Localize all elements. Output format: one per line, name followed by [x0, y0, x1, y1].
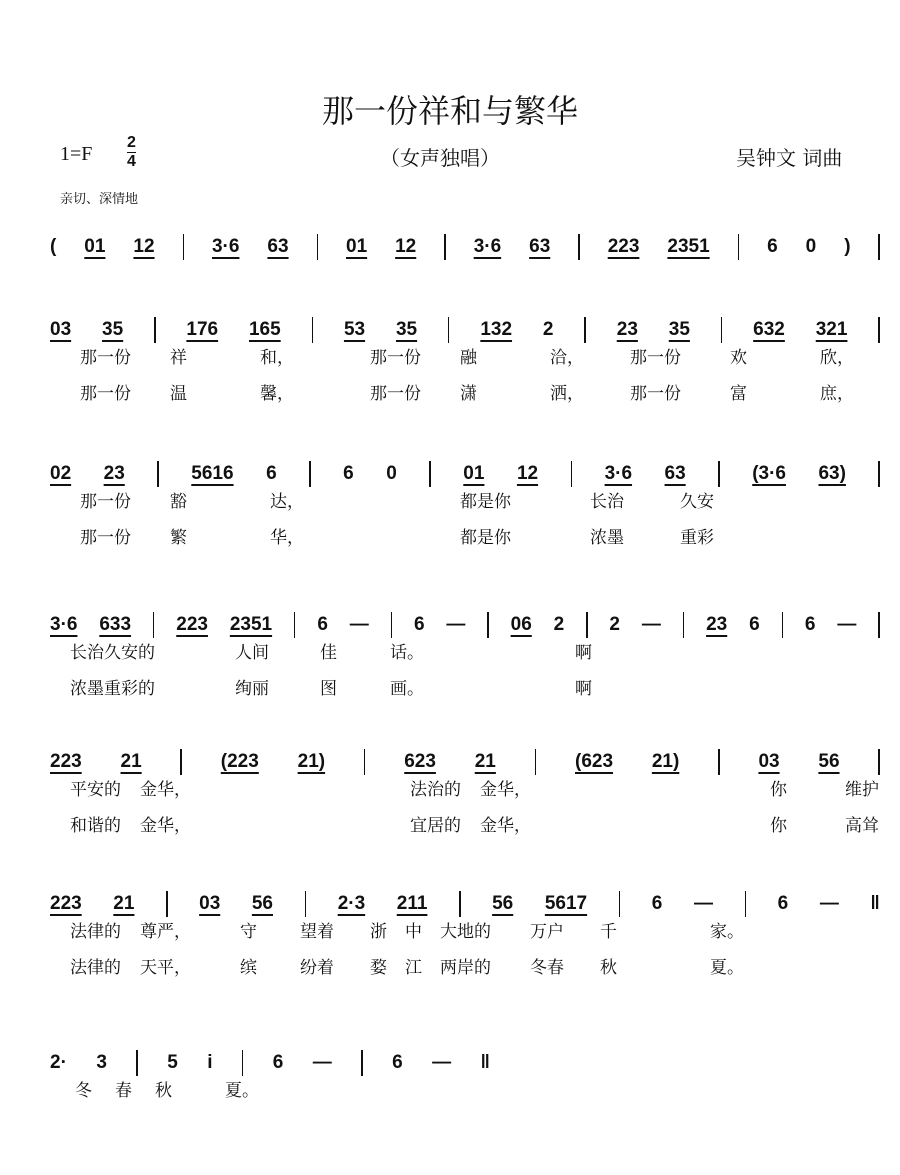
note-group: 12	[395, 236, 417, 257]
lyric-word: 平安的	[70, 779, 121, 800]
note-group: 6	[317, 614, 328, 635]
note-group: 3·6	[211, 236, 240, 257]
lyric-word: 长治	[590, 491, 624, 512]
tempo-marking: 亲切、深情地	[60, 192, 139, 207]
lyric-word: 金华，	[480, 779, 531, 800]
lyric-word: 久安	[680, 491, 714, 512]
note-group: 63	[529, 236, 551, 257]
note-group: 03	[199, 893, 221, 914]
lyric-word: 家。	[710, 921, 744, 942]
barline	[429, 461, 431, 487]
note-group: 12	[133, 236, 155, 257]
note-group: (3·6	[752, 463, 786, 484]
barline	[571, 461, 573, 487]
note-group: 632	[753, 319, 785, 340]
barline	[364, 749, 366, 775]
note-group: 23	[103, 463, 125, 484]
note-group: 56	[492, 893, 514, 914]
lyric-word: 高耸	[845, 815, 879, 836]
lyric-word: 和谐的	[70, 815, 121, 836]
note-group: 03	[50, 319, 72, 340]
note-group: 633	[99, 614, 132, 635]
lyric-word: 人间	[235, 642, 269, 663]
note-group: 23	[706, 614, 728, 635]
note-group: 6	[392, 1052, 403, 1073]
lyric-word: 缤	[240, 957, 257, 978]
barline	[586, 612, 588, 638]
note-group: )	[844, 236, 851, 257]
lyric-word: 江	[405, 957, 422, 978]
note-group: 35	[668, 319, 690, 340]
note-group: 2	[609, 614, 620, 635]
barline	[718, 749, 720, 775]
note-group: 2	[542, 319, 554, 340]
note-group: ‖	[870, 893, 880, 914]
lyric-word: 两岸的	[440, 957, 491, 978]
lyric-word: 欣，	[820, 347, 854, 368]
barline	[738, 234, 740, 260]
note-group: 223	[607, 236, 640, 257]
barline	[309, 461, 311, 487]
barline	[878, 461, 880, 487]
lyric-word: 中	[405, 921, 422, 942]
lyric-word: 那一份	[630, 347, 681, 368]
note-group: 3·6	[473, 236, 502, 257]
note-group: 23	[616, 319, 638, 340]
barline	[361, 1050, 363, 1076]
barline	[782, 612, 784, 638]
note-group: 63	[267, 236, 289, 257]
note-group: 06	[510, 614, 532, 635]
note-group: 5616	[191, 463, 234, 484]
lyric-word: 和，	[260, 347, 294, 368]
note-group: 6	[266, 463, 277, 484]
lyric-word: 法律的	[70, 957, 121, 978]
note-group: 12	[516, 463, 539, 484]
barline	[718, 461, 720, 487]
barline	[136, 1050, 138, 1076]
notation-row	[50, 1050, 490, 1076]
barline	[721, 317, 723, 343]
note-group: 6	[413, 614, 425, 635]
note-group: i	[207, 1052, 213, 1073]
barline	[317, 234, 319, 260]
lyric-word: 华，	[270, 527, 304, 548]
note-group: 2·	[50, 1052, 67, 1073]
barline	[153, 612, 155, 638]
lyric-word: 万户	[530, 921, 564, 942]
notation-row	[50, 612, 880, 638]
lyric-word: 维护	[845, 779, 879, 800]
note-group: —	[349, 614, 369, 635]
barline	[878, 612, 880, 638]
barline	[312, 317, 314, 343]
note-group: 21	[120, 751, 142, 772]
barline	[683, 612, 685, 638]
lyric-word: 洒，	[550, 383, 584, 404]
barline	[391, 612, 393, 638]
note-group: 21)	[297, 751, 326, 772]
lyric-word: 金华，	[480, 815, 531, 836]
note-group: (623	[575, 751, 614, 772]
lyric-word: 浓墨重彩的	[70, 678, 155, 699]
barline	[745, 891, 747, 917]
note-group: 56	[818, 751, 840, 772]
lyric-word: 达，	[270, 491, 304, 512]
note-group: (	[50, 236, 57, 257]
lyric-word: 大地的	[440, 921, 491, 942]
barline	[878, 749, 880, 775]
notation-row	[50, 461, 880, 487]
lyric-word: 都是你	[460, 527, 511, 548]
lyric-word: 绚丽	[235, 678, 269, 699]
lyric-word: 富	[730, 383, 747, 404]
note-group: 21	[474, 751, 496, 772]
note-group: 223	[50, 751, 82, 772]
lyric-word: 画。	[390, 678, 424, 699]
lyric-word: 那一份	[80, 491, 131, 512]
lyric-word: 佳	[320, 642, 337, 663]
barline	[584, 317, 586, 343]
lyric-word: 啊	[575, 678, 592, 699]
note-group: 6	[749, 614, 760, 635]
note-group: —	[432, 1052, 452, 1073]
note-group: (223	[220, 751, 259, 772]
lyric-word: 繁	[170, 527, 187, 548]
note-group: ‖	[480, 1052, 490, 1073]
note-group: 63)	[818, 463, 846, 484]
note-group: —	[693, 893, 713, 914]
lyric-word: 秋	[600, 957, 617, 978]
note-group: 223	[176, 614, 208, 635]
note-group: —	[641, 614, 661, 635]
lyric-word: 那一份	[80, 347, 131, 368]
lyric-word: 夏。	[225, 1080, 259, 1101]
barline	[183, 234, 185, 260]
lyric-word: 那一份	[370, 347, 421, 368]
note-group: 6	[804, 614, 816, 635]
meter-bottom: 4	[127, 153, 136, 170]
note-group: 3·6	[604, 463, 633, 484]
lyric-word: 馨，	[260, 383, 294, 404]
barline	[459, 891, 461, 917]
note-group: 01	[84, 236, 106, 257]
lyric-word: 法治的	[410, 779, 461, 800]
note-group: —	[446, 614, 466, 635]
barline	[878, 234, 880, 260]
barline	[878, 317, 880, 343]
lyric-word: 潇	[460, 383, 477, 404]
lyric-word: 豁	[170, 491, 187, 512]
lyric-word: 那一份	[370, 383, 421, 404]
lyric-word: 欢	[730, 347, 747, 368]
notation-row	[50, 749, 880, 775]
lyric-word: 望着	[300, 921, 334, 942]
note-group: 5617	[544, 893, 588, 914]
note-group: —	[837, 614, 857, 635]
lyric-word: 话。	[390, 642, 424, 663]
lyric-word: 婺	[370, 957, 387, 978]
note-group: 2·3	[337, 893, 366, 914]
lyric-word: 金华，	[140, 779, 191, 800]
lyric-word: 图	[320, 678, 337, 699]
barline	[535, 749, 537, 775]
barline	[166, 891, 168, 917]
barline	[444, 234, 446, 260]
note-group: 211	[396, 893, 428, 914]
barline	[487, 612, 489, 638]
lyric-word: 夏。	[710, 957, 744, 978]
lyric-word: 庶，	[820, 383, 854, 404]
note-group: 165	[248, 319, 281, 340]
lyric-word: 冬春	[530, 957, 564, 978]
lyric-word: 尊严，	[140, 921, 191, 942]
barline	[448, 317, 450, 343]
lyric-word: 你	[770, 779, 787, 800]
lyric-word: 天平，	[140, 957, 191, 978]
note-group: 35	[102, 319, 124, 340]
note-group: 2351	[667, 236, 710, 257]
note-group: 6	[767, 236, 778, 257]
note-group: —	[312, 1052, 332, 1073]
lyric-word: 洽，	[550, 347, 584, 368]
note-group: 132	[480, 319, 513, 340]
lyric-word: 重彩	[680, 527, 714, 548]
lyric-word: 那一份	[80, 527, 131, 548]
note-group: 03	[758, 751, 780, 772]
note-group: 223	[50, 893, 82, 914]
note-group: 3·6	[50, 614, 78, 635]
lyric-word: 守	[240, 921, 257, 942]
note-group: 53	[343, 319, 366, 340]
lyric-word: 都是你	[460, 491, 511, 512]
lyric-word: 浓墨	[590, 527, 624, 548]
note-group: 321	[815, 319, 848, 340]
lyric-word: 温	[170, 383, 187, 404]
barline	[305, 891, 307, 917]
barline	[154, 317, 156, 343]
barline	[157, 461, 159, 487]
barline	[619, 891, 621, 917]
notation-row	[50, 317, 880, 343]
barline	[578, 234, 580, 260]
lyric-word: 融	[460, 347, 477, 368]
lyric-word: 纷着	[300, 957, 334, 978]
note-group: 21)	[651, 751, 680, 772]
note-group: 21	[113, 893, 135, 914]
note-group: 56	[251, 893, 273, 914]
note-group: 02	[50, 463, 72, 484]
subtitle: （女声独唱）	[380, 146, 500, 170]
lyric-word: 你	[770, 815, 787, 836]
note-group: —	[819, 893, 839, 914]
lyric-word: 秋	[155, 1080, 172, 1101]
note-group: 5	[167, 1052, 178, 1073]
note-group: 0	[805, 236, 817, 257]
composer: 吴钟文 词曲	[736, 146, 843, 170]
note-group: 176	[186, 319, 219, 340]
note-group: 2	[553, 614, 565, 635]
lyric-word: 啊	[575, 642, 592, 663]
note-group: 2351	[229, 614, 273, 635]
lyric-word: 宜居的	[410, 815, 461, 836]
barline	[294, 612, 296, 638]
note-group: 6	[777, 893, 789, 914]
lyric-word: 法律的	[70, 921, 121, 942]
barline	[242, 1050, 244, 1076]
note-group: 35	[395, 319, 418, 340]
note-group: 3	[96, 1052, 107, 1073]
note-group: 63	[664, 463, 686, 484]
time-signature	[127, 134, 136, 171]
note-group: 623	[404, 751, 436, 772]
lyric-word: 那一份	[80, 383, 131, 404]
lyric-word: 长治久安的	[70, 642, 155, 663]
lyric-word: 浙	[370, 921, 387, 942]
lyric-word: 千	[600, 921, 617, 942]
notation-row	[50, 891, 880, 917]
note-group: 01	[346, 236, 368, 257]
lyric-word: 冬	[75, 1080, 92, 1101]
song-title: 那一份祥和与繁华	[321, 92, 578, 130]
note-group: 6	[651, 893, 663, 914]
lyric-word: 那一份	[630, 383, 681, 404]
key-signature: 1=F	[60, 143, 93, 165]
lyric-word: 春	[115, 1080, 132, 1101]
meter-top: 2	[127, 134, 136, 151]
lyric-word: 祥	[170, 347, 187, 368]
note-group: 01	[463, 463, 485, 484]
barline	[180, 749, 182, 775]
note-group: 6	[343, 463, 354, 484]
notation-row	[50, 234, 880, 260]
note-group: 6	[272, 1052, 284, 1073]
lyric-word: 金华，	[140, 815, 191, 836]
note-group: 0	[386, 463, 397, 484]
